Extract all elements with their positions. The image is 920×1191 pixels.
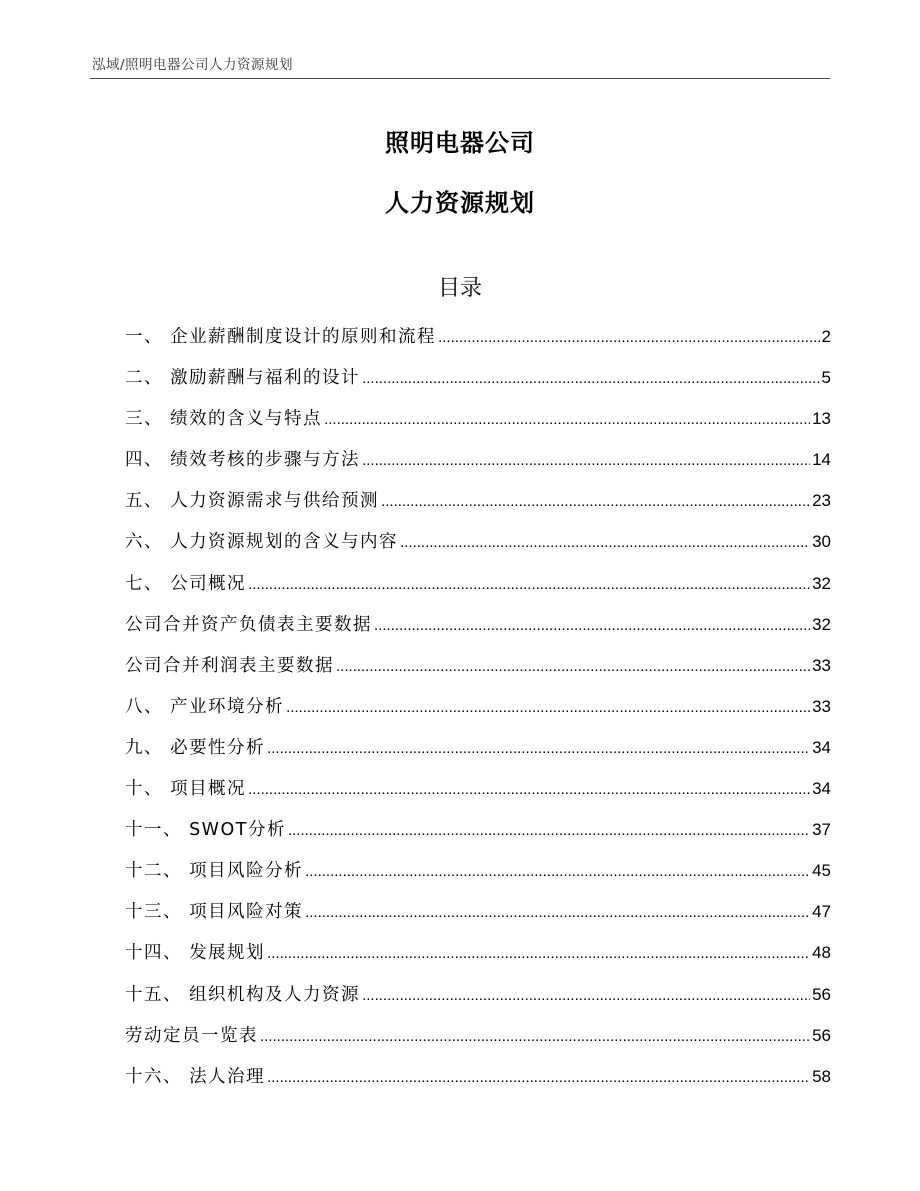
toc-entry[interactable] xyxy=(125,733,831,774)
toc-dot-leader xyxy=(305,856,810,887)
toc-entry-label: 三、 绩效的含义与特点 xyxy=(125,409,323,430)
toc-entry[interactable] xyxy=(125,322,831,363)
toc-dot-leader xyxy=(324,404,810,435)
running-header: 泓域/照明电器公司人力资源规划 xyxy=(92,57,294,73)
toc-entry[interactable] xyxy=(125,404,831,445)
toc-dot-leader xyxy=(362,980,810,1011)
toc-entry-label: 二、 激励薪酬与福利的设计 xyxy=(125,368,361,389)
document-title-line2: 人力资源规划 xyxy=(385,189,535,217)
toc-entry-label: 劳动定员一览表 xyxy=(125,1025,258,1046)
toc-entry-label: 七、 公司概况 xyxy=(125,573,247,594)
toc-dot-leader xyxy=(374,610,810,641)
toc-entry-label: 十五、 组织机构及人力资源 xyxy=(125,984,361,1005)
table-of-contents xyxy=(125,322,831,1103)
toc-dot-leader xyxy=(381,486,810,517)
toc-dot-leader xyxy=(267,733,810,764)
toc-entry-page: 33 xyxy=(812,655,831,675)
toc-entry[interactable] xyxy=(125,938,831,979)
toc-entry-page: 48 xyxy=(812,943,831,963)
toc-entry-page: 2 xyxy=(821,327,831,346)
toc-dot-leader xyxy=(336,651,810,682)
toc-entry-label: 十三、 项目风险对策 xyxy=(125,902,304,923)
toc-entry[interactable] xyxy=(125,651,831,692)
toc-entry-label: 十六、 法人治理 xyxy=(125,1066,266,1087)
toc-entry-label: 八、 产业环境分析 xyxy=(125,696,285,717)
document-title-line1: 照明电器公司 xyxy=(385,129,535,157)
toc-entry[interactable] xyxy=(125,363,831,404)
toc-entry-page: 45 xyxy=(812,861,831,881)
toc-entry[interactable] xyxy=(125,897,831,938)
toc-dot-leader xyxy=(438,322,819,353)
toc-entry[interactable] xyxy=(125,610,831,651)
toc-entry-label: 一、 企业薪酬制度设计的原则和流程 xyxy=(125,327,437,347)
toc-dot-leader xyxy=(286,692,810,723)
toc-entry-label: 四、 绩效考核的步骤与方法 xyxy=(125,450,361,471)
toc-dot-leader xyxy=(267,938,810,969)
toc-entry-page: 32 xyxy=(812,573,831,593)
toc-dot-leader xyxy=(362,363,819,394)
toc-entry[interactable] xyxy=(125,774,831,815)
toc-entry-page: 5 xyxy=(821,368,831,388)
toc-entry-label: 公司合并资产负债表主要数据 xyxy=(125,614,372,635)
toc-entry-page: 14 xyxy=(812,450,831,470)
toc-entry-page: 56 xyxy=(812,1025,831,1045)
toc-entry-label: 六、 人力资源规划的含义与内容 xyxy=(125,532,399,553)
toc-entry[interactable] xyxy=(125,486,831,527)
toc-entry-page: 58 xyxy=(812,1066,831,1086)
toc-entry[interactable] xyxy=(125,1062,831,1103)
toc-entry[interactable] xyxy=(125,815,831,856)
toc-entry-page: 30 xyxy=(812,532,831,552)
toc-dot-leader xyxy=(400,527,810,558)
toc-entry-label: 十四、 发展规划 xyxy=(125,943,266,964)
toc-entry-page: 34 xyxy=(812,737,831,757)
toc-dot-leader xyxy=(248,569,810,600)
toc-entry-page: 37 xyxy=(812,820,831,840)
toc-entry[interactable] xyxy=(125,980,831,1021)
toc-entry-page: 47 xyxy=(812,902,831,922)
toc-entry[interactable] xyxy=(125,569,831,610)
toc-dot-leader xyxy=(288,815,810,846)
toc-entry-label: 九、 必要性分析 xyxy=(125,737,266,758)
toc-entry-label: 十二、 项目风险分析 xyxy=(125,861,304,882)
toc-dot-leader xyxy=(267,1062,810,1093)
toc-dot-leader xyxy=(362,445,810,476)
toc-dot-leader xyxy=(260,1021,810,1052)
toc-dot-leader xyxy=(248,774,810,805)
toc-entry-page: 13 xyxy=(812,409,831,429)
toc-heading: 目录 xyxy=(437,276,482,301)
toc-entry-page: 32 xyxy=(812,614,831,634)
toc-entry[interactable] xyxy=(125,1021,831,1062)
toc-entry-label: 公司合并利润表主要数据 xyxy=(125,655,334,676)
toc-entry[interactable] xyxy=(125,445,831,486)
toc-entry-page: 34 xyxy=(812,779,831,799)
toc-entry-page: 56 xyxy=(812,984,831,1004)
toc-dot-leader xyxy=(305,897,810,928)
toc-entry-label: 十、 项目概况 xyxy=(125,779,247,800)
toc-entry-page: 23 xyxy=(812,491,831,511)
header-divider xyxy=(90,78,830,79)
toc-entry[interactable] xyxy=(125,856,831,897)
toc-entry-label: 五、 人力资源需求与供给预测 xyxy=(125,491,380,512)
toc-entry-label: 十一、 SWOT分析 xyxy=(125,820,286,841)
toc-entry-page: 33 xyxy=(812,696,831,716)
toc-entry[interactable] xyxy=(125,692,831,733)
toc-entry[interactable] xyxy=(125,527,831,568)
